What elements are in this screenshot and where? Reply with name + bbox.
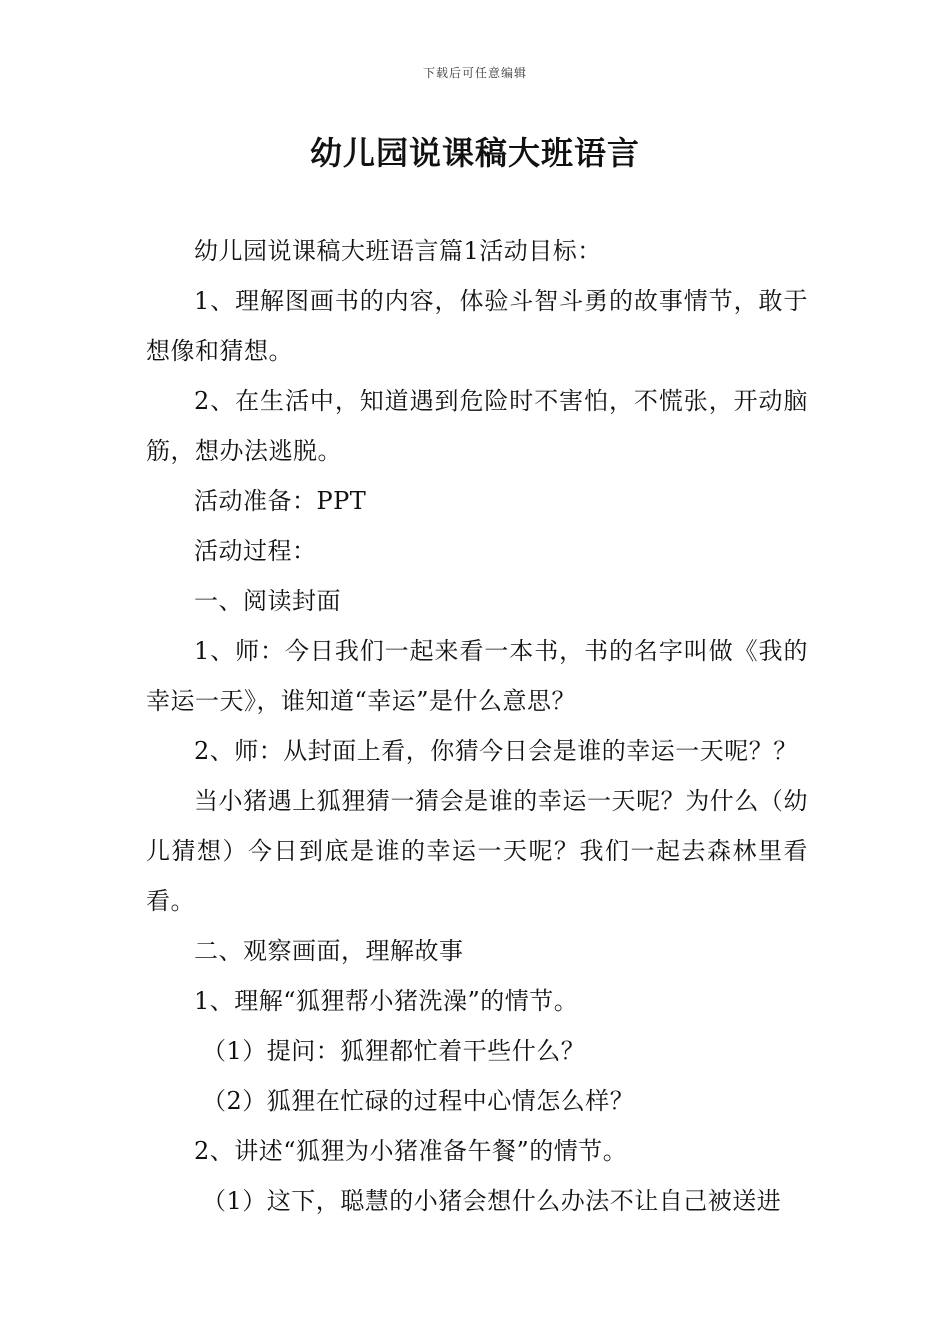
paragraph: 幼儿园说课稿大班语言篇1活动目标： [194,237,602,265]
paragraph: 2、讲述“狐狸为小猪准备午餐”的情节。 [194,1137,628,1165]
paragraph: （1）提问：狐狸都忙着干些什么？ [202,1037,586,1065]
paragraph: 活动准备：PPT [194,487,367,515]
paragraph: 1、理解“狐狸帮小猪洗澡”的情节。 [194,987,579,1015]
paragraph: 一、阅读封面 [194,587,341,615]
document-body [146,226,808,1226]
paragraph: 2、师：从封面上看，你猜今日会是谁的幸运一天呢？？ [194,737,798,765]
header-note: 下载后可任意编辑 [422,66,527,80]
paragraph: 活动过程： [194,537,317,565]
document-title: 幼儿园说课稿大班语言 [309,134,640,172]
paragraph: 2、在生活中，知道遇到危险时不害怕，不慌张，开动脑筋，想办法逃脱。 [146,387,808,465]
paragraph: 二、观察画面，理解故事 [194,937,464,965]
paragraph: （2）狐狸在忙碌的过程中心情怎么样？ [202,1087,635,1115]
paragraph: 1、理解图画书的内容，体验斗智斗勇的故事情节，敢于想像和猜想。 [146,287,808,365]
paragraph: 当小猪遇上狐狸猜一猜会是谁的幸运一天呢？为什么（幼儿猜想）今日到底是谁的幸运一天呢？我们一起去森林里看看。 [146,787,808,915]
paragraph: 1、师：今日我们一起来看一本书，书的名字叫做《我的幸运一天》，谁知道“幸运”是什么意思？ [146,637,808,715]
paragraph: （1）这下，聪慧的小猪会想什么办法不让自己被送进 [202,1187,782,1215]
